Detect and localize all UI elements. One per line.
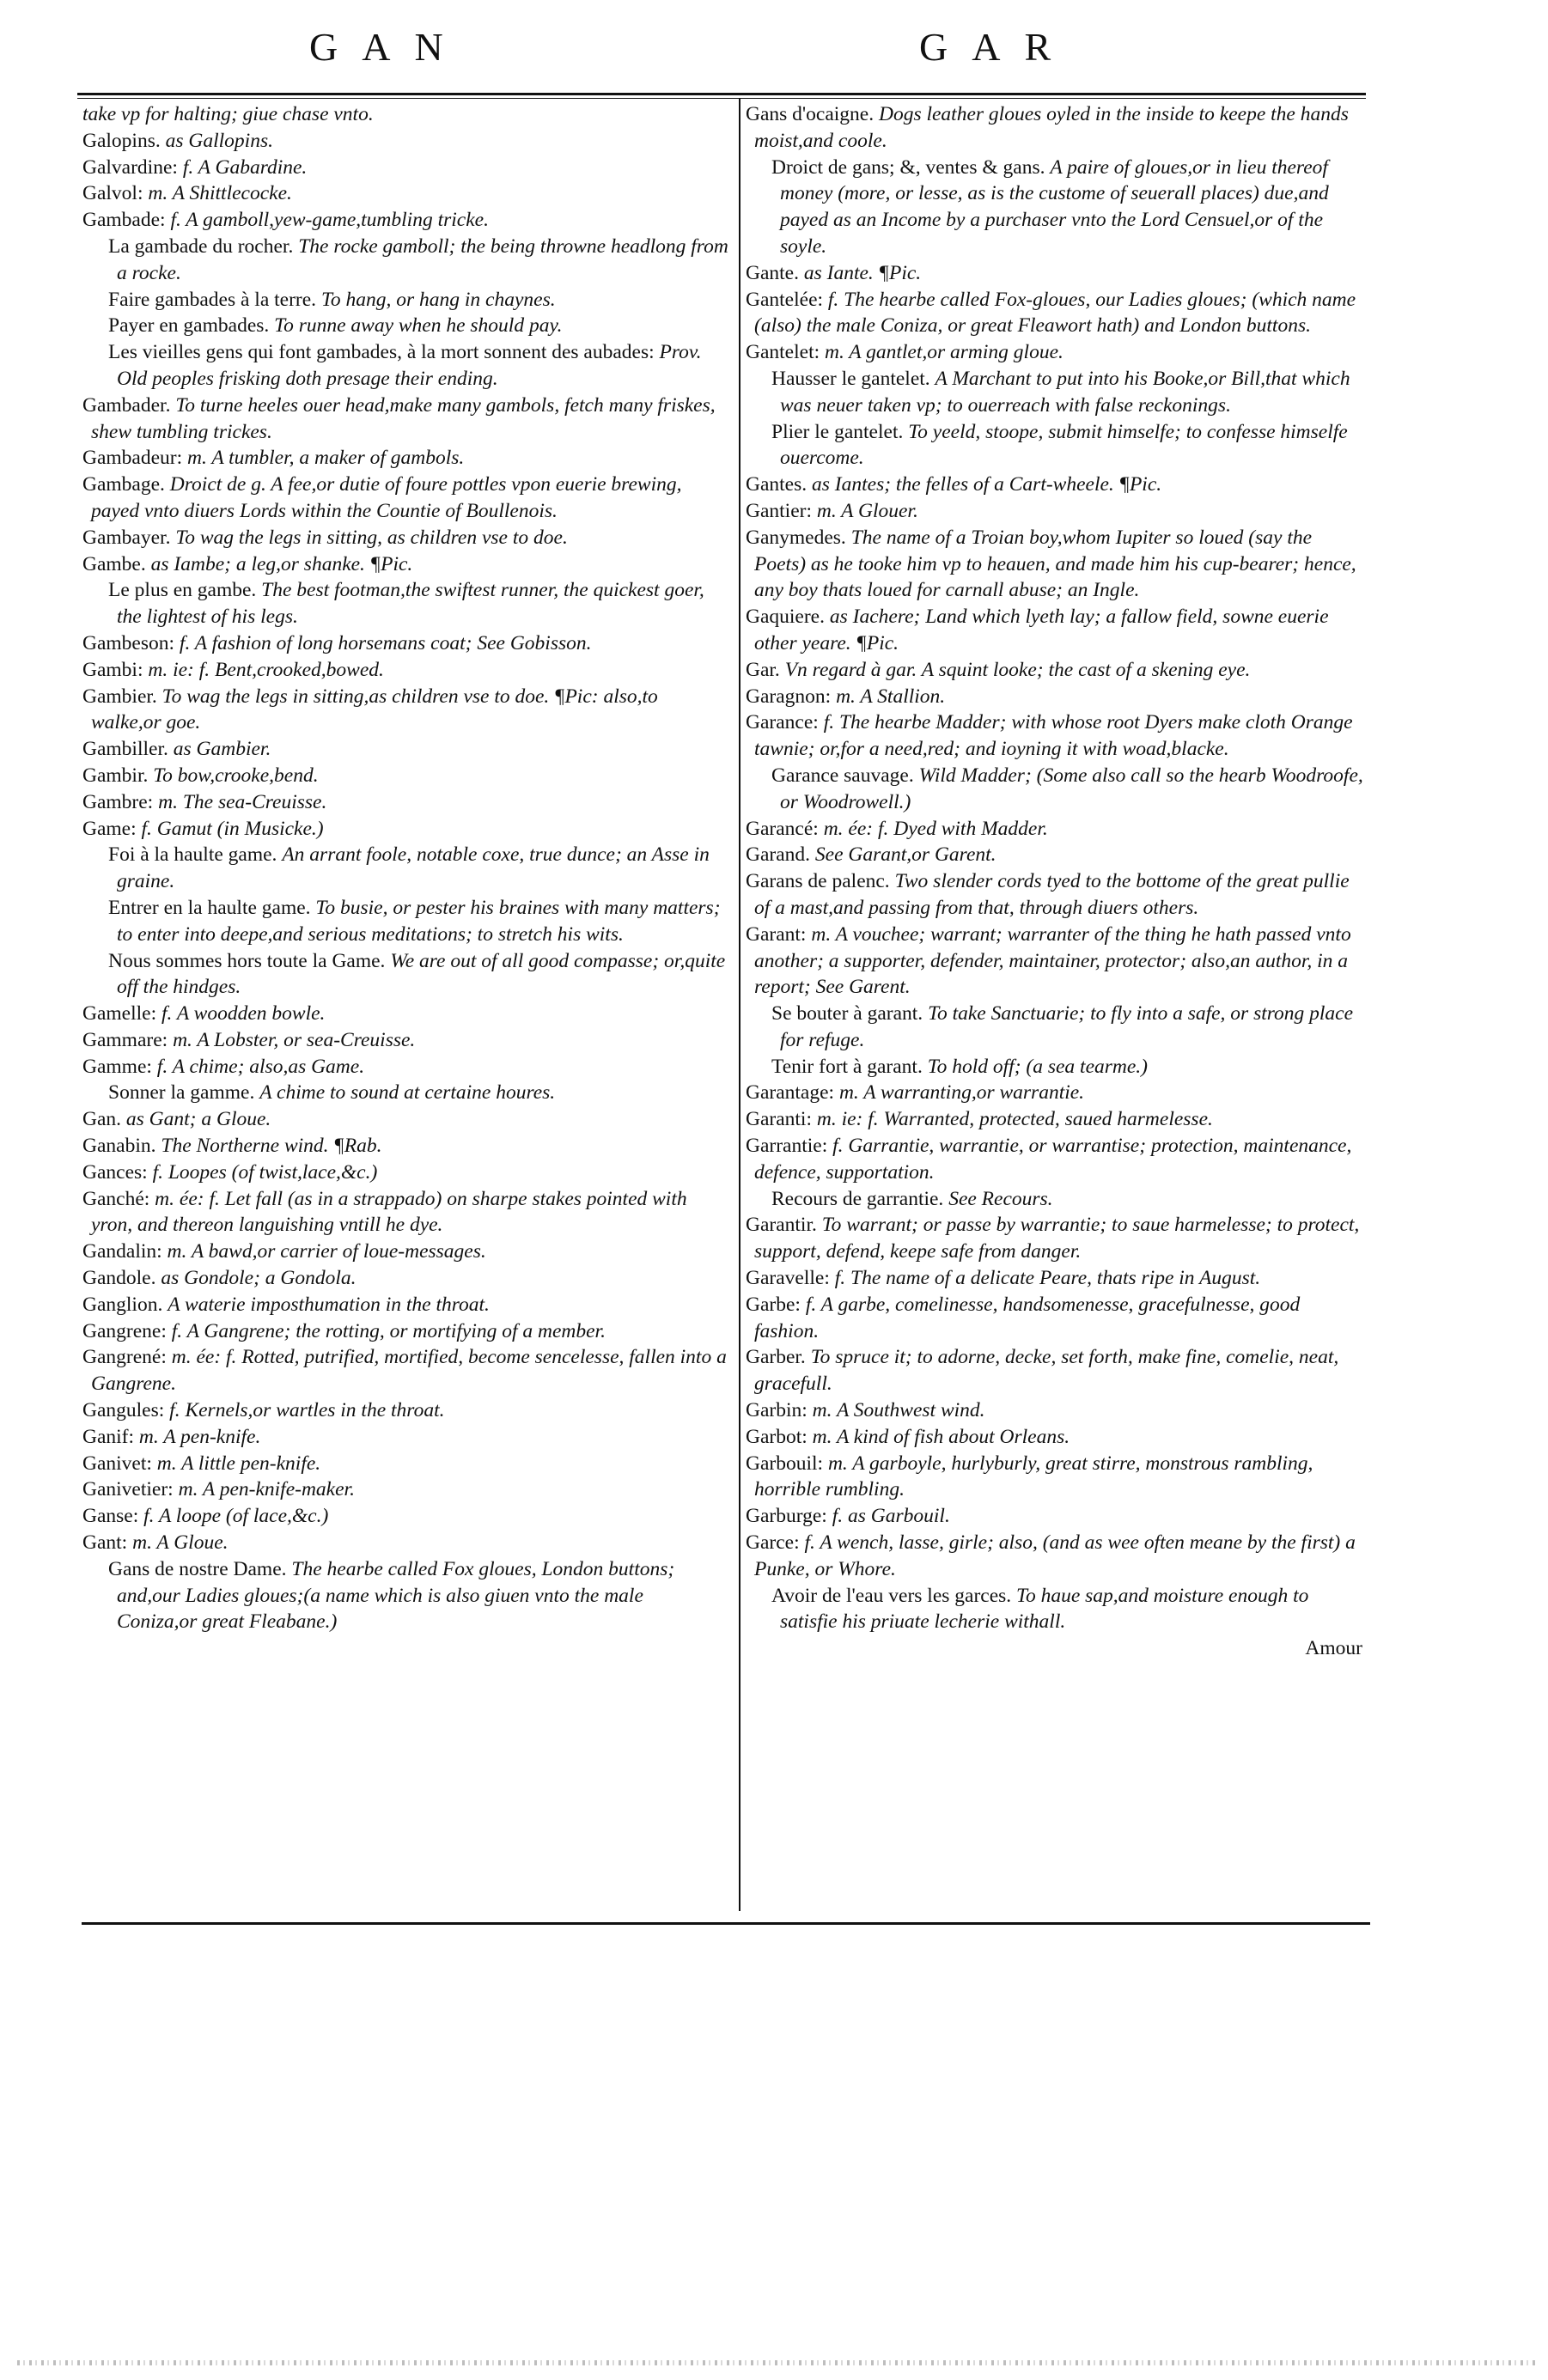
definition: A chime to sound at certaine houres. — [259, 1081, 556, 1105]
dictionary-entry — [82, 1106, 728, 1133]
definition: m. ée: f. Rotted, putrified, mortified, become sencelesse, fallen into a Gangrene. — [91, 1346, 727, 1396]
headword: Le plus en gambe. — [108, 579, 257, 602]
headword: Galopins. — [82, 129, 161, 152]
dictionary-subentry — [746, 155, 1366, 260]
definition: as Gallopins. — [165, 129, 273, 152]
definition: m. A Shittlecocke. — [148, 182, 292, 205]
headword: Gante. — [746, 261, 799, 284]
definition: A paire of gloues,or in lieu thereof money (more, or lesse, as is the custome of seuerall places) due,and payed as an Income by a purchaser vnto the Lord Censuel,or of the soyle. — [780, 155, 1329, 258]
dictionary-entry — [746, 1397, 1366, 1424]
dictionary-entry — [82, 472, 728, 525]
definition: m. A pen-knife-maker. — [178, 1478, 355, 1501]
headword: Garance: — [746, 711, 819, 734]
definition: as Iambe; a leg,or shanke. ¶Pic. — [150, 552, 413, 575]
headword: Gans de nostre Dame. — [108, 1557, 287, 1580]
top-rule-thin — [77, 98, 1366, 99]
definition: A Marchant to put into his Booke,or Bill,that which was neuer taken vp; to ouerreach with false reckonings. — [780, 367, 1350, 417]
definition: To take Sanctuarie; to fly into a safe, or strong place for refuge. — [780, 1002, 1354, 1051]
definition: m. A little pen-knife. — [156, 1452, 321, 1475]
dictionary-entry — [746, 498, 1366, 525]
headword: Garrantie: — [746, 1135, 828, 1158]
definition: as Gondole; a Gondola. — [161, 1267, 357, 1290]
definition: The name of a Troian boy,whom Iupiter so loued (say the Poets) as he tooke him vp to heauen, and made him his cup-bearer; hence, any boy thats loued for carnall abuse; an Ingle. — [754, 526, 1356, 602]
headword: Gambade: — [82, 209, 166, 232]
definition: We are out of all good compasse; or,quite off the hindges. — [117, 949, 726, 999]
definition: To yeeld, stoope, submit himselfe; to confesse himselfe ouercome. — [780, 420, 1348, 470]
definition: The best footman,the swiftest runner, the quickest goer, the lightest of his legs. — [117, 579, 704, 629]
headword: Gambir. — [82, 764, 149, 787]
dictionary-entry — [82, 657, 728, 684]
dictionary-entry — [82, 736, 728, 763]
dictionary-entry — [82, 1451, 728, 1477]
headword: Les vieilles gens qui font gambades, à la mort sonnent des aubades: — [108, 341, 655, 364]
dictionary-entry — [82, 789, 728, 816]
dictionary-subentry — [746, 1583, 1366, 1636]
headword: Gamme: — [82, 1055, 152, 1078]
dictionary-entry — [746, 1212, 1366, 1265]
dictionary-subentry — [82, 313, 728, 339]
headword: Ganabin. — [82, 1135, 156, 1158]
dictionary-entry — [746, 1133, 1366, 1186]
dictionary-entry — [746, 604, 1366, 657]
definition: m. A vouchee; warrant; warranter of the thing he hath passed vnto another; a supporter, defender, maintainer, protector; also,an author, in a report; See Garent. — [754, 922, 1351, 999]
definition: m. ée: f. Dyed with Madder. — [823, 817, 1048, 840]
definition: To bow,crooke,bend. — [153, 764, 319, 787]
headword: Recours de garrantie. — [771, 1187, 944, 1210]
definition: f. A chime; also,as Game. — [156, 1055, 365, 1078]
headword: Garagnon: — [746, 685, 832, 708]
headword: Garans de palenc. — [746, 870, 890, 893]
headword: Garburge: — [746, 1505, 827, 1528]
headword: Ganse: — [82, 1505, 139, 1528]
headword: Galvol: — [82, 182, 143, 205]
dictionary-entry — [82, 1133, 728, 1160]
definition: To hang, or hang in chaynes. — [320, 288, 556, 311]
definition: To spruce it; to adorne, decke, set forth, make fine, comelie, neat, gracefull. — [754, 1346, 1339, 1396]
headword: Gantier: — [746, 499, 812, 522]
scan-edge-noise — [17, 2360, 1538, 2365]
definition: f. A Gangrene; the rotting, or mortifying of a member. — [171, 1319, 606, 1342]
dictionary-entry — [82, 1292, 728, 1318]
dictionary-entry — [746, 101, 1366, 155]
definition: m. ie: f. Warranted, protected, saued harmelesse. — [816, 1108, 1213, 1131]
headword: Avoir de l'eau vers les garces. — [771, 1584, 1012, 1607]
definition: as Iantes; the felles of a Cart-wheele. ¶Pic. — [812, 473, 1162, 496]
definition: m. A warranting,or warrantie. — [838, 1081, 1085, 1105]
definition: A waterie imposthumation in the throat. — [168, 1293, 490, 1316]
dictionary-entry — [82, 445, 728, 472]
dictionary-entry — [82, 1476, 728, 1503]
dictionary-entry — [82, 1424, 728, 1451]
headword: La gambade du rocher. — [108, 234, 294, 258]
headword: Gandalin: — [82, 1240, 162, 1263]
definition: m. ie: f. Bent,crooked,bowed. — [148, 658, 384, 681]
dictionary-entry — [746, 709, 1366, 763]
definition: m. The sea-Creuisse. — [158, 790, 327, 813]
left-column — [82, 101, 728, 1635]
dictionary-entry — [746, 1292, 1366, 1345]
definition: f. Loopes (of twist,lace,&c.) — [152, 1160, 378, 1184]
dictionary-entry — [82, 1027, 728, 1054]
definition: m. A Glouer. — [816, 499, 918, 522]
headword: Faire gambades à la terre. — [108, 288, 317, 311]
definition: To warrant; or passe by warrantie; to saue harmelesse; to protect, support, defend, keepe safe from danger. — [754, 1214, 1360, 1263]
dictionary-entry — [82, 1001, 728, 1027]
definition: m. A tumbler, a maker of gambols. — [187, 447, 465, 470]
headword: Gances: — [82, 1160, 148, 1184]
headword: Gambi: — [82, 658, 143, 681]
dictionary-entry — [82, 1344, 728, 1397]
headword: Gambayer. — [82, 526, 171, 549]
definition: f. Gamut (in Musicke.) — [141, 817, 324, 840]
dictionary-entry — [746, 868, 1366, 922]
definition: Wild Madder; (Some also call so the hearb Woodroofe, or Woodrowell.) — [780, 764, 1363, 813]
headword: Gandole. — [82, 1267, 156, 1290]
dictionary-subentry — [746, 419, 1366, 472]
definition: Vn regard à gar. A squint looke; the cast of a skening eye. — [784, 658, 1251, 681]
definition: m. A bawd,or carrier of loue-messages. — [167, 1240, 486, 1263]
definition: m. A gantlet,or arming gloue. — [825, 341, 1063, 364]
headword: Gamelle: — [82, 1002, 157, 1026]
definition: f. Kernels,or wartles in the throat. — [169, 1399, 445, 1422]
headword: Gangules: — [82, 1399, 165, 1422]
headword: Plier le gantelet. — [771, 420, 904, 443]
running-head-right: GAR — [919, 25, 1076, 69]
headword: Game: — [82, 817, 137, 840]
definition: The hearbe called Fox gloues, London buttons; and,our Ladies gloues;(a name which is also giuen vnto the male Coniza,or great Fleabane.) — [117, 1557, 675, 1634]
dictionary-entry — [746, 1530, 1366, 1583]
headword: Se bouter à garant. — [771, 1002, 923, 1026]
headword: Ganglion. — [82, 1293, 163, 1316]
definition: m. A Gloue. — [132, 1531, 229, 1555]
definition: To busie, or pester his braines with many matters; to enter into deepe,and serious meditations; to stretch his wits. — [117, 896, 721, 946]
definition: f. The hearbe Madder; with whose root Dyers make cloth Orange tawnie; or,for a need,red; and ioyning it with woad,blacke. — [754, 711, 1353, 761]
dictionary-entry — [746, 260, 1366, 287]
dictionary-entry — [746, 1503, 1366, 1530]
definition: m. ée: f. Let fall (as in a strappado) on sharpe stakes pointed with yron, and thereon languishing vntill he dye. — [91, 1187, 687, 1237]
definition: m. A Southwest wind. — [812, 1399, 985, 1422]
dictionary-subentry — [82, 1080, 728, 1106]
definition: f. A Gabardine. — [182, 155, 308, 179]
definition: f. A woodden bowle. — [162, 1002, 326, 1026]
dictionary-entry — [82, 1160, 728, 1186]
headword: Ganivet: — [82, 1452, 152, 1475]
headword: Garbe: — [746, 1293, 801, 1316]
headword: Payer en gambades. — [108, 314, 270, 338]
definition: Two slender cords tyed to the bottome of the great pullie of a mast,and passing from that, through diuers others. — [754, 870, 1350, 919]
definition: See Recours. — [948, 1187, 1053, 1210]
headword: Gambage. — [82, 473, 165, 496]
definition: f. A fashion of long horsemans coat; See Gobisson. — [179, 631, 592, 654]
dictionary-subentry — [746, 1054, 1366, 1080]
dictionary-entry — [82, 1503, 728, 1530]
dictionary-entry — [82, 684, 728, 737]
dictionary-entry — [746, 1451, 1366, 1504]
dictionary-subentry — [82, 287, 728, 313]
catchword: Amour — [1305, 1637, 1362, 1660]
definition: To hold off; (a sea tearme.) — [927, 1055, 1149, 1078]
dictionary-subentry — [746, 763, 1366, 816]
headword: Garbot: — [746, 1425, 808, 1448]
definition: Dogs leather gloues oyled in the inside to keepe the hands moist,and coole. — [754, 103, 1349, 152]
definition: To wag the legs in sitting, as children vse to doe. — [175, 526, 568, 549]
headword: Ganché: — [82, 1187, 150, 1210]
headword: Nous sommes hors toute la Game. — [108, 949, 386, 972]
dictionary-subentry — [82, 577, 728, 630]
headword: Gangrene: — [82, 1319, 167, 1342]
definition: The Northerne wind. ¶Rab. — [161, 1135, 382, 1158]
definition: m. A Stallion. — [836, 685, 946, 708]
headword: Sonner la gamme. — [108, 1081, 255, 1105]
dictionary-subentry — [746, 1001, 1366, 1054]
dictionary-entry — [82, 1265, 728, 1292]
headword: Gambader. — [82, 393, 171, 417]
definition: m. A pen-knife. — [138, 1425, 261, 1448]
headword: Garancé: — [746, 817, 819, 840]
headword: Garant: — [746, 922, 807, 946]
headword: Gambier. — [82, 685, 157, 708]
dictionary-entry — [82, 155, 728, 181]
definition: Prov. Old peoples frisking doth presage their ending. — [117, 341, 702, 390]
headword: Gar. — [746, 658, 780, 681]
headword: Garber. — [746, 1346, 806, 1369]
definition: as Gant; a Gloue. — [125, 1108, 271, 1131]
definition: f. The hearbe called Fox-gloues, our Ladies gloues; (which name (also) the male Coniza, or great Fleawort hath) and London buttons. — [754, 288, 1356, 338]
dictionary-subentry — [82, 948, 728, 1001]
column-divider — [739, 99, 740, 1911]
headword: Ganivetier: — [82, 1478, 174, 1501]
definition: f. A loope (of lace,&c.) — [143, 1505, 329, 1528]
dictionary-entry — [82, 525, 728, 551]
headword: Ganymedes. — [746, 526, 846, 549]
dictionary-entry — [82, 630, 728, 657]
definition: f. A garbe, comelinesse, handsomenesse, gracefulnesse, good fashion. — [754, 1293, 1301, 1342]
definition: m. A kind of fish about Orleans. — [812, 1425, 1070, 1448]
dictionary-entry — [82, 816, 728, 843]
definition: as Gambier. — [173, 738, 271, 761]
headword: Garance sauvage. — [771, 764, 914, 787]
headword: Gambre: — [82, 790, 154, 813]
definition: f. A wench, lasse, girle; also, (and as wee often meane by the first) a Punke, or Whore. — [754, 1531, 1356, 1580]
definition: f. as Garbouil. — [832, 1505, 950, 1528]
definition: An arrant foole, notable coxe, true dunce; an Asse in graine. — [117, 843, 710, 893]
headword: Gantelet: — [746, 341, 820, 364]
dictionary-subentry — [746, 1186, 1366, 1213]
dictionary-entry — [82, 763, 728, 789]
definition: f. A gamboll,yew-game,tumbling tricke. — [170, 209, 489, 232]
top-rule — [77, 93, 1366, 95]
dictionary-entry — [746, 922, 1366, 1001]
headword: Garanti: — [746, 1108, 812, 1131]
right-column — [746, 101, 1366, 1662]
dictionary-subentry — [82, 234, 728, 287]
definition: f. The name of a delicate Peare, thats ripe in August. — [834, 1267, 1261, 1290]
dictionary-entry — [82, 1239, 728, 1265]
dictionary-entry — [746, 842, 1366, 868]
dictionary-entry — [82, 128, 728, 155]
dictionary-subentry — [82, 339, 728, 393]
headword: Hausser le gantelet. — [771, 367, 930, 390]
dictionary-entry — [82, 1186, 728, 1239]
definition: take vp for halting; giue chase vnto. — [82, 103, 374, 125]
dictionary-entry — [82, 1318, 728, 1345]
headword: Entrer en la haulte game. — [108, 896, 311, 919]
headword: Gantelée: — [746, 288, 824, 311]
dictionary-entry — [82, 1530, 728, 1556]
definition: The rocke gamboll; the being throwne headlong from a rocke. — [117, 234, 728, 284]
headword: Droict de gans; &, ventes & gans. — [771, 155, 1045, 179]
dictionary-entry — [82, 180, 728, 207]
dictionary-entry — [746, 287, 1366, 340]
dictionary-entry — [746, 1424, 1366, 1451]
headword: Gambadeur: — [82, 447, 183, 470]
headword: Garantir. — [746, 1214, 817, 1237]
dictionary-entry — [746, 339, 1366, 366]
headword: Gaquiere. — [746, 606, 825, 629]
dictionary-entry — [746, 657, 1366, 684]
definition: To runne away when he should pay. — [274, 314, 563, 338]
dictionary-entry — [82, 1054, 728, 1080]
headword: Gan. — [82, 1108, 122, 1131]
headword: Galvardine: — [82, 155, 178, 179]
dictionary-entry — [746, 684, 1366, 710]
definition: f. Garrantie, warrantie, or warrantise; protection, maintenance, defence, supportation. — [754, 1135, 1352, 1184]
headword: Gantes. — [746, 473, 808, 496]
dictionary-entry — [82, 551, 728, 578]
definition: See Garant,or Garent. — [814, 843, 996, 867]
headword: Gambiller. — [82, 738, 168, 761]
dictionary-entry — [746, 472, 1366, 498]
headword: Garce: — [746, 1531, 800, 1555]
headword: Gant: — [82, 1531, 128, 1555]
dictionary-entry — [82, 393, 728, 446]
dictionary-subentry — [82, 842, 728, 895]
headword: Gans d'ocaigne. — [746, 103, 875, 125]
headword: Garbouil: — [746, 1452, 824, 1475]
headword: Gambe. — [82, 552, 146, 575]
dictionary-entry — [746, 816, 1366, 843]
dictionary-entry — [746, 1265, 1366, 1292]
bottom-rule — [82, 1922, 1370, 1925]
dictionary-entry — [746, 1344, 1366, 1397]
dictionary-entry — [746, 1106, 1366, 1133]
definition: as Iante. ¶Pic. — [803, 261, 922, 284]
dictionary-entry — [746, 1080, 1366, 1106]
headword: Garavelle: — [746, 1267, 830, 1290]
dictionary-entry — [746, 525, 1366, 604]
headword: Garbin: — [746, 1399, 808, 1422]
headword: Garand. — [746, 843, 811, 867]
dictionary-entry — [82, 207, 728, 234]
headword: Foi à la haulte game. — [108, 843, 277, 867]
headword: Tenir fort à garant. — [771, 1055, 923, 1078]
definition: Droict de g. A fee,or dutie of foure pottles vpon euerie brewing, payed vnto diuers Lords within the Countie of Boullenois. — [91, 473, 682, 522]
headword: Gambeson: — [82, 631, 175, 654]
headword: Gangrené: — [82, 1346, 167, 1369]
dictionary-entry — [82, 101, 728, 128]
definition: as Iachere; Land which lyeth lay; a fallow field, sowne euerie other yeare. ¶Pic. — [754, 606, 1329, 654]
definition: To turne heeles ouer head,make many gambols, fetch many friskes, shew tumbling trickes. — [91, 393, 716, 443]
dictionary-subentry — [82, 1556, 728, 1635]
running-head-left: GAN — [309, 25, 467, 69]
definition: To wag the legs in sitting,as children vse to doe. ¶Pic: also,to walke,or goe. — [91, 685, 658, 734]
headword: Ganif: — [82, 1425, 135, 1448]
definition: m. A Lobster, or sea-Creuisse. — [173, 1028, 416, 1051]
definition: To haue sap,and moisture enough to satisfie his priuate lecherie withall. — [780, 1584, 1309, 1634]
dictionary-entry — [82, 1397, 728, 1424]
headword: Gammare: — [82, 1028, 168, 1051]
dictionary-subentry — [746, 366, 1366, 419]
definition: m. A garboyle, hurlyburly, great stirre, monstrous rambling, horrible rumbling. — [754, 1452, 1313, 1501]
headword: Garantage: — [746, 1081, 835, 1105]
dictionary-subentry — [82, 895, 728, 948]
